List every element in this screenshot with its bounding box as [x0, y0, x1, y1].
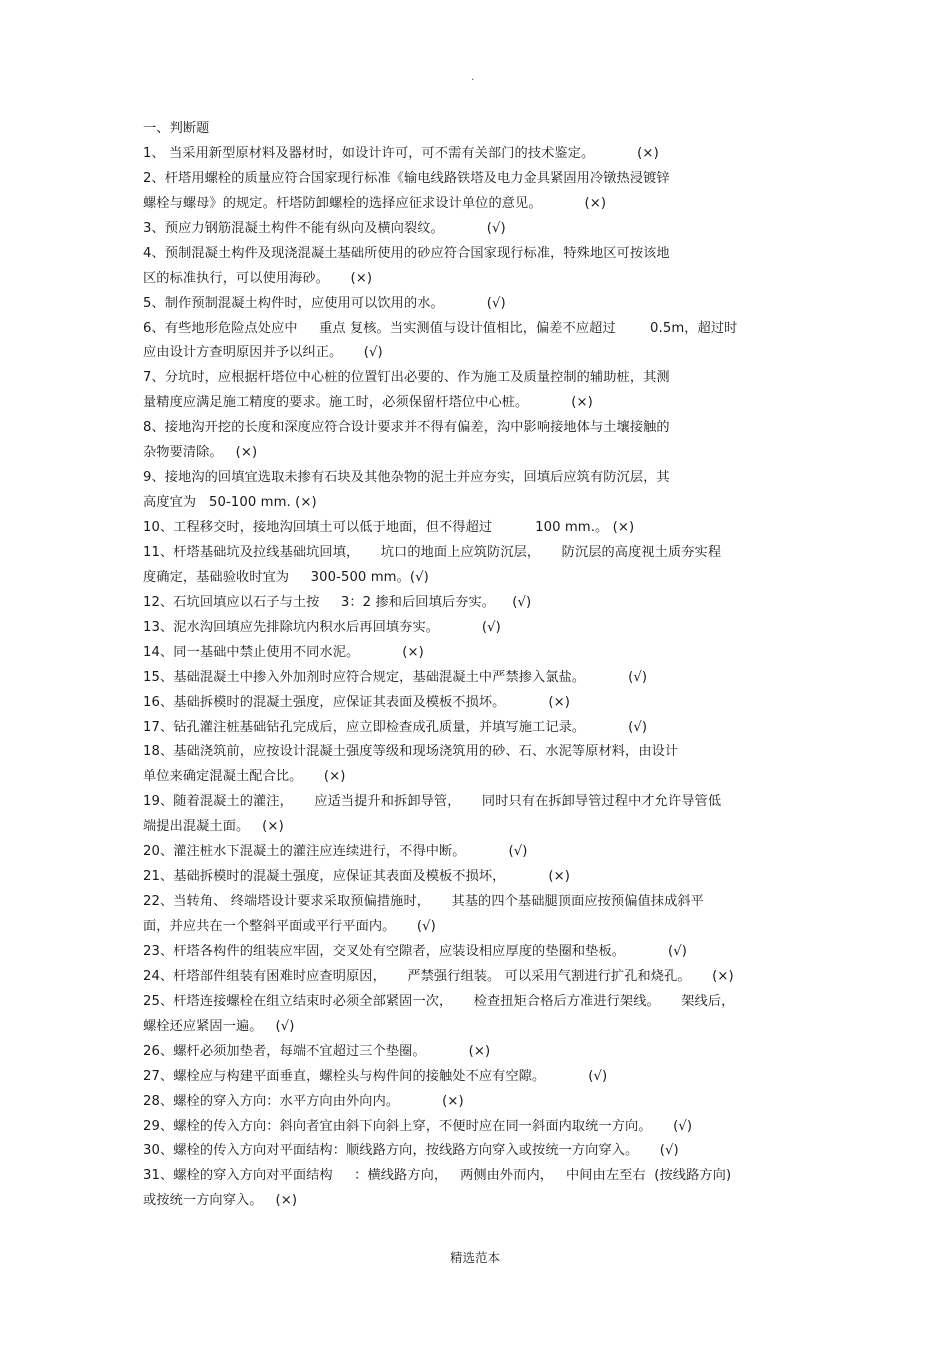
question-line: 螺栓与螺母》的规定。杆塔防卸螺栓的选择应征求设计单位的意见。 (×) [143, 195, 607, 211]
question-line: 单位来确定混凝土配合比。 (×) [143, 769, 346, 785]
question-line: 7、分坑时，应根据杆塔位中心桩的位置钉出必要的、作为施工及质量控制的辅助桩，其测 [143, 370, 670, 386]
question-line: 20、灌注桩水下混凝土的灌注应连续进行，不得中断。 (√) [143, 844, 528, 860]
question-line: 9、接地沟的回填宜选取未掺有石块及其他杂物的泥土并应夯实，回填后应筑有防沉层，其 [143, 470, 670, 486]
question-line: 21、基础拆模时的混凝土强度，应保证其表面及模板不损坏， (×) [143, 869, 571, 885]
question-line: 12、石坑回填应以石子与土按 3：2 掺和后回填后夯实。 (√) [143, 594, 532, 610]
question-line: 应由设计方查明原因并予以纠正。 (√) [143, 345, 383, 361]
question-line: 27、螺栓应与构建平面垂直，螺栓头与构件间的接触处不应有空隙。 (√) [143, 1068, 608, 1084]
question-line: 8、接地沟开挖的长度和深度应符合设计要求并不得有偏差，沟中影响接地体与土壤接触的 [143, 420, 670, 436]
question-line: 1、 当采用新型原材料及器材时，如设计许可，可不需有关部门的技术鉴定。 (×) [143, 145, 659, 161]
question-line: 15、基础混凝土中掺入外加剂时应符合规定，基础混凝土中严禁掺入氯盐。 (√) [143, 669, 648, 685]
question-line: 度确定，基础验收时宜为 300-500 mm。(√) [143, 569, 429, 585]
question-line: 17、钻孔灌注桩基础钻孔完成后，应立即检查成孔质量，并填写施工记录。 (√) [143, 719, 648, 735]
question-line: 31、螺栓的穿入方向对平面结构 ：横线路方向， 两侧由外而内， 中间由左至右 (按线路方向) [143, 1168, 732, 1184]
page-footer: 精选范本 [449, 1250, 500, 1265]
question-line: 16、基础拆模时的混凝土强度，应保证其表面及模板不损坏。 (×) [143, 694, 571, 710]
question-line: 端提出混凝土面。 (×) [143, 819, 284, 835]
header-dot: . [471, 70, 475, 83]
question-line: 3、预应力钢筋混凝土构件不能有纵向及横向裂纹。 (√) [143, 220, 506, 236]
question-line: 24、杆塔部件组装有困难时应查明原因， 严禁强行组装。 可以采用气割进行扩孔和烧孔。 (×) [143, 968, 734, 984]
question-line: 或按统一方向穿入。 (×) [143, 1193, 298, 1209]
question-line: 13、泥水沟回填应先排除坑内积水后再回填夯实。 (√) [143, 619, 501, 635]
question-line: 14、同一基础中禁止使用不同水泥。 (×) [143, 644, 424, 660]
document-body [143, 117, 823, 1214]
question-line: 5、制作预制混凝土构件时，应使用可以饮用的水。 (√) [143, 295, 506, 311]
question-line: 25、杆塔连接螺栓在组立结束时必须全部紧固一次， 检查扭矩合格后方准进行架线。 架线后， [143, 993, 735, 1009]
question-line: 螺栓还应紧固一遍。 (√) [143, 1018, 295, 1034]
question-line: 26、螺杆必须加垫者，每端不宜超过三个垫圈。 (×) [143, 1043, 491, 1059]
question-line: 28、螺栓的穿入方向：水平方向由外向内。 (×) [143, 1093, 464, 1109]
question-line: 4、预制混凝土构件及现浇混凝土基础所使用的砂应符合国家现行标准，特殊地区可按该地 [143, 245, 670, 261]
question-line: 10、工程移交时，接地沟回填土可以低于地面，但不得超过 100 mm.。 (×) [143, 520, 635, 535]
question-line: 量精度应满足施工精度的要求。施工时，必须保留杆塔位中心桩。 (×) [143, 395, 593, 411]
question-line: 22、当转角、 终端塔设计要求采取预偏措施时， 其基的四个基础腿顶面应按预偏值抹成斜平 [143, 894, 704, 910]
question-line: 19、随着混凝土的灌注， 应适当提升和拆卸导管， 同时只有在拆卸导管过程中才允许导管低 [143, 794, 722, 810]
question-line: 23、杆塔各构件的组装应牢固，交叉处有空隙者，应装设相应厚度的垫圈和垫板。 (√) [143, 943, 687, 959]
question-line: 29、螺栓的传入方向：斜向者宜由斜下向斜上穿，不便时应在同一斜面内取统一方向。 (√) [143, 1118, 693, 1134]
question-line: 30、螺栓的传入方向对平面结构：顺线路方向，按线路方向穿入或按统一方向穿入。 (√) [143, 1143, 679, 1159]
question-line: 6、有些地形危险点处应中 重点 复核。当实测值与设计值相比，偏差不应超过 0.5m，超过时 [143, 320, 738, 336]
question-line: 杂物要清除。 (×) [143, 445, 258, 461]
question-list [143, 142, 823, 1214]
section-title: 一、判断题 [143, 121, 210, 136]
question-line: 区的标准执行，可以使用海砂。 (×) [143, 270, 373, 286]
question-line: 2、杆塔用螺栓的质量应符合国家现行标准《输电线路铁塔及电力金具紧固用冷镦热浸镀锌 [143, 170, 670, 186]
question-line: 高度宜为 50-100 mm. (×) [143, 495, 317, 511]
question-line: 面，并应共在一个整斜平面或平行平面内。 (√) [143, 919, 436, 934]
question-line: 18、基础浇筑前，应按设计混凝土强度等级和现场浇筑用的砂、石、水泥等原材料，由设计 [143, 744, 679, 760]
question-line: 11、杆塔基础坑及拉线基础坑回填， 坑口的地面上应筑防沉层， 防沉层的高度视土质夯实程 [143, 544, 722, 560]
